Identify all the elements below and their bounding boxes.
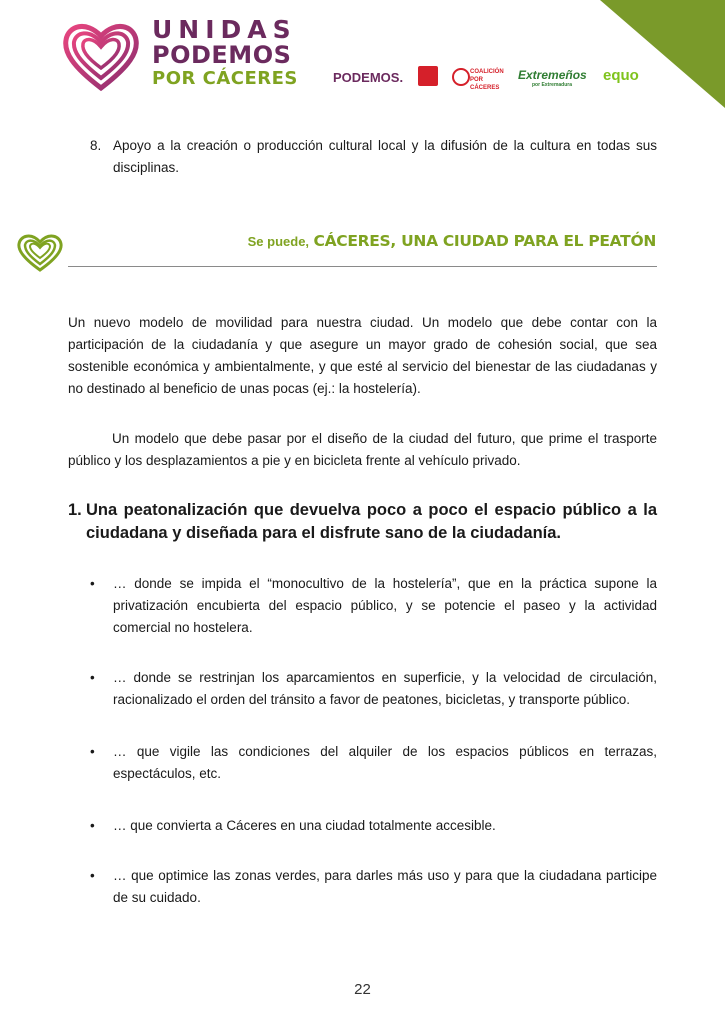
section-divider — [68, 266, 657, 267]
logo-line-2: PODEMOS — [152, 41, 292, 69]
partner-extremenos-subtitle: por Extremadura — [532, 82, 573, 88]
section-title — [248, 232, 656, 251]
logo-line-1: UNIDAS — [152, 15, 297, 44]
bullet-dot-3: • — [90, 744, 95, 759]
bullet-dot-2: • — [90, 670, 95, 685]
heading-text: Una peatonalización que devuelva poco a poco el espacio público a la ciudadana y diseñada para el disfrute sano de la ciudadanía. — [86, 501, 657, 542]
list-item-8: Apoyo a la creación o producción cultural local y la difusión de la cultura en todas sus disciplinas. — [113, 138, 657, 175]
paragraph-1: Un nuevo modelo de movilidad para nuestra ciudad. Un modelo que debe contar con la participación de la ciudadanía y que asegure un mayor grado de cohesión social, que sea sostenible económica y ambientalmente, y que esté al servicio del bienestar de las ciudadanas y no destinado al beneficio de unas pocas (ej.: la hostelería). — [68, 315, 657, 396]
section-heart-icon — [17, 232, 63, 272]
bullet-item-2: … donde se restrinjan los aparcamientos en superficie, y la velocidad de circulación, racionalizado el orden del tránsito a favor de peatones, bicicletas, y transporte público. — [113, 670, 657, 707]
paragraph-2: Un modelo que debe pasar por el diseño de la ciudad del futuro, que prime el trasporte público y los desplazamientos a pie y en bicicleta frente al vehículo privado. — [68, 431, 657, 468]
bullet-item-1: … donde se impida el “monocultivo de la hostelería”, que en la práctica supone la privatización encubierta del espacio público, y se potencie el paseo y la actividad comercial no hostelera. — [113, 576, 657, 635]
bullet-dot-5: • — [90, 868, 95, 883]
corner-decoration — [600, 0, 725, 108]
section-title-main: CÁCERES, UNA CIUDAD PARA EL PEATÓN — [313, 232, 656, 250]
logo-heart-icon — [62, 18, 140, 92]
bullet-dot-4: • — [90, 818, 95, 833]
partner-coalicion-icon — [452, 68, 470, 86]
bullet-item-5: … que optimice las zonas verdes, para darles más uso y para que la ciudadana participe de su cuidado. — [113, 868, 657, 905]
partner-podemos-logo: PODEMOS. — [333, 70, 404, 85]
bullet-item-4: … que convierta a Cáceres en una ciudad totalmente accesible. — [113, 818, 496, 833]
partner-equo-logo: equo — [603, 67, 639, 84]
list-number-8: 8. — [90, 138, 102, 153]
section-title-prefix: Se puede, — [247, 234, 310, 249]
page-number: 22 — [354, 981, 371, 998]
bullet-dot-1: • — [90, 576, 95, 591]
partner-iu-logo-icon — [418, 66, 438, 86]
heading-number: 1. — [68, 501, 82, 519]
bullet-item-3: … que vigile las condiciones del alquiler de los espacios públicos en terrazas, espectáculos, etc. — [113, 744, 657, 781]
partner-coalicion-logo: COALICIÓN POR CÁCERES — [470, 69, 504, 91]
logo-line-3: POR CÁCERES — [152, 68, 298, 89]
partner-extremenos-logo: Extremeños — [518, 68, 587, 82]
